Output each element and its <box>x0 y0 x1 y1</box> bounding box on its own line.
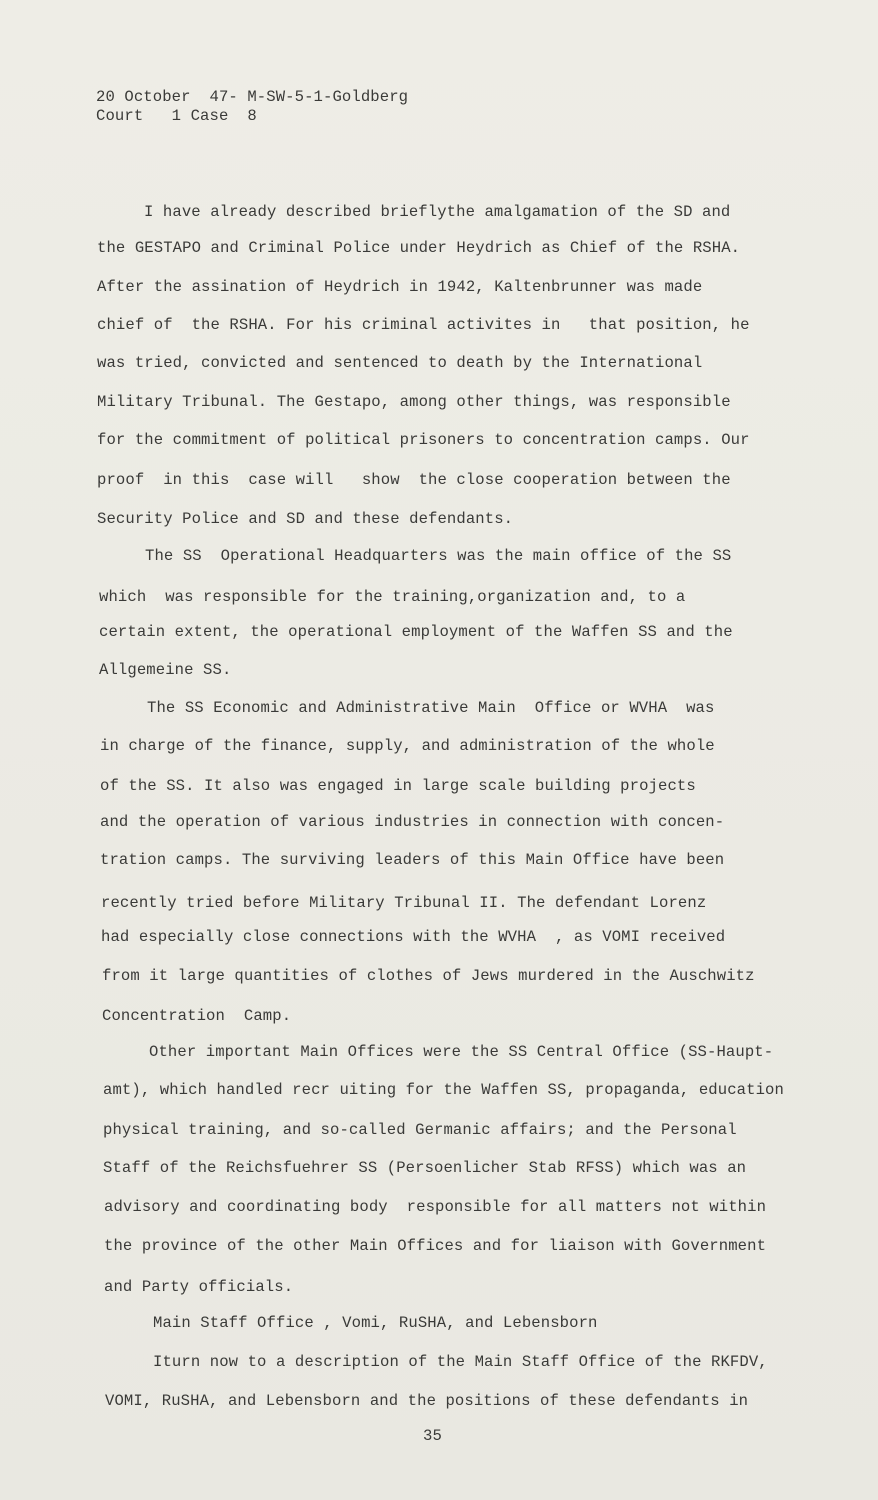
text-line: Security Police and SD and these defendants. <box>97 510 514 528</box>
text-line: for the commitment of political prisoners to concentration camps. Our <box>97 431 750 449</box>
text-line: Concentration Camp. <box>102 1007 292 1025</box>
page-number: 35 <box>423 1427 442 1445</box>
text-line: recently tried before Military Tribunal II. The defendant Lorenz <box>101 894 707 912</box>
text-line: and Party officials. <box>104 1278 294 1296</box>
text-line: The SS Economic and Administrative Main Office or WVHA was <box>147 699 715 717</box>
text-line: chief of the RSHA. For his criminal activites in that position, he <box>97 316 750 334</box>
text-line: proof in this case will show the close cooperation between the <box>97 471 731 489</box>
text-line: which was responsible for the training,organization and, to a <box>99 588 686 606</box>
text-line: was tried, convicted and sentenced to death by the International <box>97 354 703 372</box>
text-line: physical training, and so-called Germanic affairs; and the Personal <box>103 1121 737 1139</box>
text-line: the GESTAPO and Criminal Police under Heydrich as Chief of the RSHA. <box>97 239 741 257</box>
text-line: After the assination of Heydrich in 1942, Kaltenbrunner was made <box>97 278 703 296</box>
text-line: VOMI, RuSHA, and Lebensborn and the positions of these defendants in <box>105 1392 749 1410</box>
text-line: certain extent, the operational employment of the Waffen SS and the <box>99 623 733 641</box>
header-court-case: Court 1 Case 8 <box>96 107 257 125</box>
text-line: in charge of the finance, supply, and administration of the whole <box>100 737 715 755</box>
text-line: the province of the other Main Offices and for liaison with Government <box>104 1237 767 1255</box>
text-line: Military Tribunal. The Gestapo, among other things, was responsible <box>97 393 731 411</box>
text-line: Other important Main Offices were the SS Central Office (SS-Haupt- <box>149 1043 774 1061</box>
text-line: tration camps. The surviving leaders of this Main Office have been <box>100 851 725 869</box>
text-line: The SS Operational Headquarters was the main office of the SS <box>145 547 732 565</box>
text-line: advisory and coordinating body responsible for all matters not within <box>104 1198 767 1216</box>
text-line: from it large quantities of clothes of Jews murdered in the Auschwitz <box>102 967 755 985</box>
text-line: of the SS. It also was engaged in large scale building projects <box>100 777 696 795</box>
text-line: Iturn now to a description of the Main Staff Office of the RKFDV, <box>153 1353 768 1371</box>
text-line: I have already described brieflythe amalgamation of the SD and <box>144 203 731 221</box>
section-heading: Main Staff Office , Vomi, RuSHA, and Lebensborn <box>153 1314 598 1332</box>
text-line: Staff of the Reichsfuehrer SS (Persoenlicher Stab RFSS) which was an <box>103 1159 747 1177</box>
text-line: amt), which handled recr uiting for the Waffen SS, propaganda, education <box>103 1081 784 1099</box>
text-line: had especially close connections with the WVHA , as VOMI received <box>101 928 726 946</box>
text-line: and the operation of various industries in connection with concen- <box>100 813 725 831</box>
header-reference: 20 October 47- M-SW-5-1-Goldberg <box>96 88 409 106</box>
text-line: Allgemeine SS. <box>99 661 232 679</box>
